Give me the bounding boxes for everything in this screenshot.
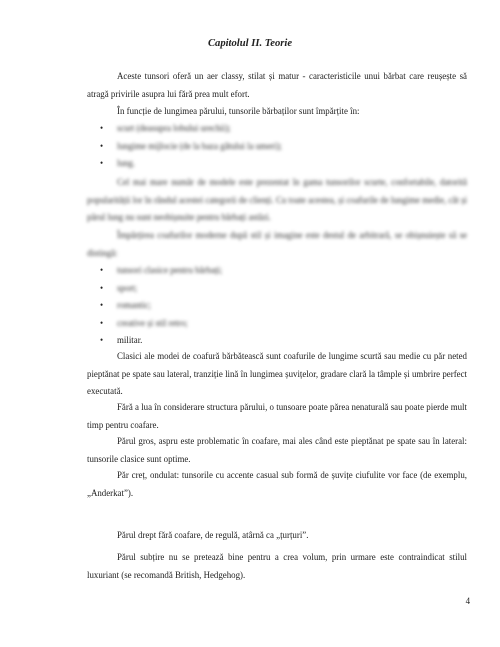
chapter-title: Capitolul II. Teorie bbox=[207, 38, 293, 49]
length-list bbox=[100, 120, 282, 173]
list-item: • romantic; bbox=[100, 297, 222, 315]
bullet-icon: • bbox=[100, 140, 104, 151]
list-item: • lung. bbox=[100, 155, 282, 173]
style-list bbox=[100, 262, 222, 350]
paragraph-blurred-1: Cel mai mare număr de modele este prezentat în gama tunsorilor scurte, confortabile, datorită popularității lor în rândul acestei categorii de clienți. Cu toate acestea, și coafurile de lungime medie, cât și părul lung nu sunt neobișnuite pentru bărbați astăzi. bbox=[87, 177, 467, 222]
page-number: 4 bbox=[465, 596, 470, 606]
bullet-icon: • bbox=[100, 123, 104, 133]
paragraph-length-types: În funcție de lungimea părului, tunsorile bărbaților sunt împărțite în: bbox=[117, 106, 360, 116]
bullet-icon: • bbox=[100, 265, 104, 275]
list-item: • scurt (deasupra lobului urechii); bbox=[100, 120, 282, 138]
bullet-icon: • bbox=[100, 335, 104, 345]
paragraph-classics: Clasici ale modei de coafură bărbătească sunt coafurile de lungime scurtă sau medie cu păr neted pieptănat pe spate sau lateral, tranziție lină în lungimea șuvițelor, gradare clară la tâmple și umbrire perfect executată. bbox=[87, 351, 467, 396]
bullet-icon: • bbox=[100, 317, 104, 328]
paragraph-structure: Fără a lua în considerare structura părului, o tunsoare poate părea nenaturală sau poate pierde mult timp pentru coafare. bbox=[87, 402, 467, 430]
list-item: • sport; bbox=[100, 280, 222, 298]
bullet-icon: • bbox=[100, 158, 104, 168]
bullet-icon: • bbox=[100, 282, 104, 293]
list-item: • militar. bbox=[100, 332, 222, 350]
paragraph-thick-hair: Părul gros, aspru este problematic în coafare, mai ales când este pieptănat pe spate sau în lateral: tunsorile clasice sunt optime. bbox=[87, 436, 467, 464]
list-item: • lungime mijlocie (de la baza gâtului la umeri); bbox=[100, 138, 282, 156]
paragraph-intro: Aceste tunsori oferă un aer classy, stilat și matur - caracteristicile unui bărbat care reușește să atragă privirile asupra lui fără prea mult efort. bbox=[87, 71, 467, 99]
paragraph-blurred-2: Împărțirea coafurilor moderne după stil și imagine este destul de arbitrară, se obișnuiește să se distingă: bbox=[87, 230, 467, 258]
bullet-icon: • bbox=[100, 300, 104, 310]
paragraph-straight-hair: Părul drept fără coafare, de regulă, atârnă ca „țurțuri”. bbox=[117, 530, 309, 540]
list-item: • creative și stil retro; bbox=[100, 315, 222, 333]
list-item: • tunsori clasice pentru bărbați; bbox=[100, 262, 222, 280]
paragraph-thin-hair: Părul subțire nu se pretează bine pentru a crea volum, prin urmare este contraindicat stilul luxuriant (se recomandă British, Hedgehog). bbox=[87, 552, 467, 580]
paragraph-curly-hair: Păr creț, ondulat: tunsorile cu accente casual sub formă de șuvițe ciufulite vor face (de exemplu, „Anderkat”). bbox=[87, 470, 467, 498]
